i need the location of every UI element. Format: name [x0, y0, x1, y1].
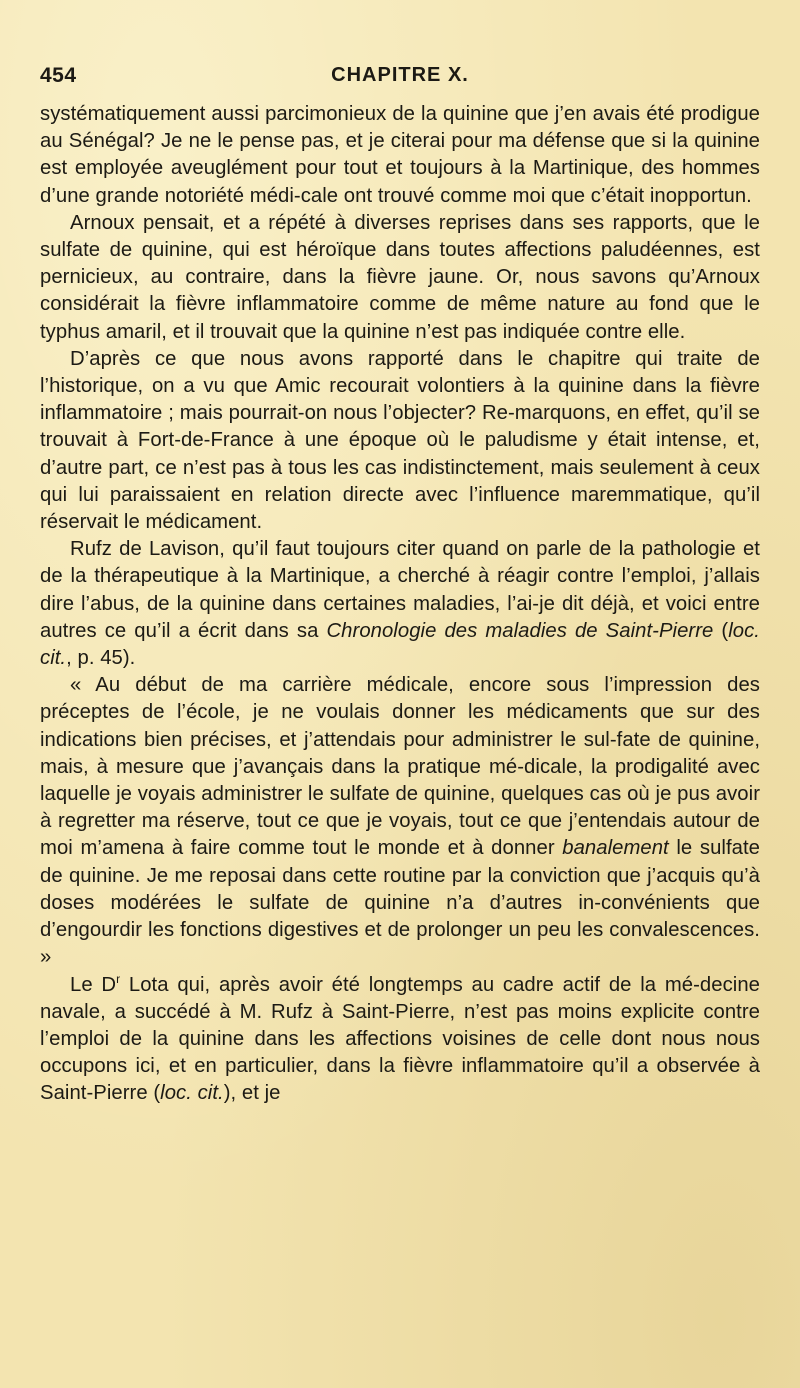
- book-title-citation: Chronologie des maladies de Saint-Pierre: [326, 619, 714, 642]
- paragraph-5-quotation: [40, 672, 760, 971]
- page-number: 454: [40, 64, 77, 87]
- loc-cit-reference: loc. cit.: [40, 619, 760, 670]
- paragraph-4-text-c: , p. 45).: [66, 647, 136, 670]
- paragraph-6: [40, 972, 760, 1108]
- emphasis-word: banalement: [562, 837, 669, 860]
- paragraph-4-text-b: (: [713, 619, 729, 642]
- paragraph-4-text-a: Rufz de Lavison, qu’il faut toujours citer quand on parle de la pathologie et de la thérapeutique à la Martinique, a cherché à réagir contre l’emploi, j’allais dire l’abus, de la quinine dans certaines maladies, l’ai-je dit déjà, et voici entre autres ce qu’il a écrit dans sa: [40, 538, 760, 642]
- paragraph-2: Arnoux pensait, et a répété à diverses reprises dans ses rapports, que le sulfate de quinine, qui est héroïque dans toutes affections paludéennes, est pernicieux, au contraire, dans la fièvre jaune. Or, nous savons qu’Arnoux considérait la fièvre inflammatoire comme de même nature au fond que le typhus amaril, et il trouvait que la quinine n’est pas indiquée contre elle.: [40, 211, 760, 343]
- page-header: [40, 64, 760, 96]
- paragraph-3: D’après ce que nous avons rapporté dans le chapitre qui traite de l’historique, on a vu que Amic recourait volontiers à la quinine dans la fièvre inflammatoire ; mais pourrait-on nous l’objecter? Re-marquons, en effet, qu’il se trouvait à Fort-de-France à une époque où le paludisme y était intense, et, d’autre part, ce n’est pas à tous les cas indistinctement, mais seulement à ceux qui lui paraissaient en relation directe avec l’influence maremmatique, qu’il réservait le médicament.: [40, 347, 760, 534]
- paragraph-6-text-a: Le D: [70, 973, 117, 996]
- paragraph-1: systématiquement aussi parcimonieux de la quinine que j’en avais été prodigue au Sénégal? Je ne le pense pas, et je citerai pour ma défense que si la quinine est employée aveuglément pour tout et toujours à la Martinique, des hommes d’une grande notoriété médi-cale ont trouvé comme moi que c’était inopportun.: [40, 103, 760, 207]
- body-text: [40, 101, 760, 1108]
- paragraph-6-text-b: Lota qui, après avoir été longtemps au cadre actif de la mé-decine navale, a succédé à M. Rufz à Saint-Pierre, n’est pas moins explicite contre l’emploi de la quinine dans les affections voisines de celle dont nous nous occupons ici, et en particulier, dans la fièvre inflammatoire qu’il a observée à Saint-Pierre (: [40, 973, 760, 1105]
- paragraph-6-text-c: ), et je: [223, 1082, 281, 1105]
- paragraph-5-text-b: le sulfate de quinine. Je me reposai dans cette routine par la conviction que j’acquis qu’à doses modérées le sulfate de quinine n’a d’autres in-convénients que d’engourdir les fonctions digestives et de prolonger un peu les convalescences. »: [40, 837, 760, 969]
- paragraph-5-text-a: « Au début de ma carrière médicale, encore sous l’impression des préceptes de l’école, je ne voulais donner les médicaments que sur des indications bien précises, et j’attendais pour administrer le sul-fate de quinine, mais, à mesure que j’avançais dans la pratique mé-dicale, la prodigalité avec laquelle je voyais administrer le sulfate de quinine, quelques cas où je pus avoir à regretter ma réserve, tout ce que je voyais, tout ce que j’entendais autour de moi m’amena à faire comme tout le monde et à donner: [40, 674, 760, 860]
- loc-cit-reference-2: loc. cit.: [160, 1082, 224, 1105]
- paragraph-4: [40, 536, 760, 672]
- doctor-abbrev-superscript: r: [116, 971, 121, 986]
- running-head: CHAPITRE X.: [331, 64, 469, 86]
